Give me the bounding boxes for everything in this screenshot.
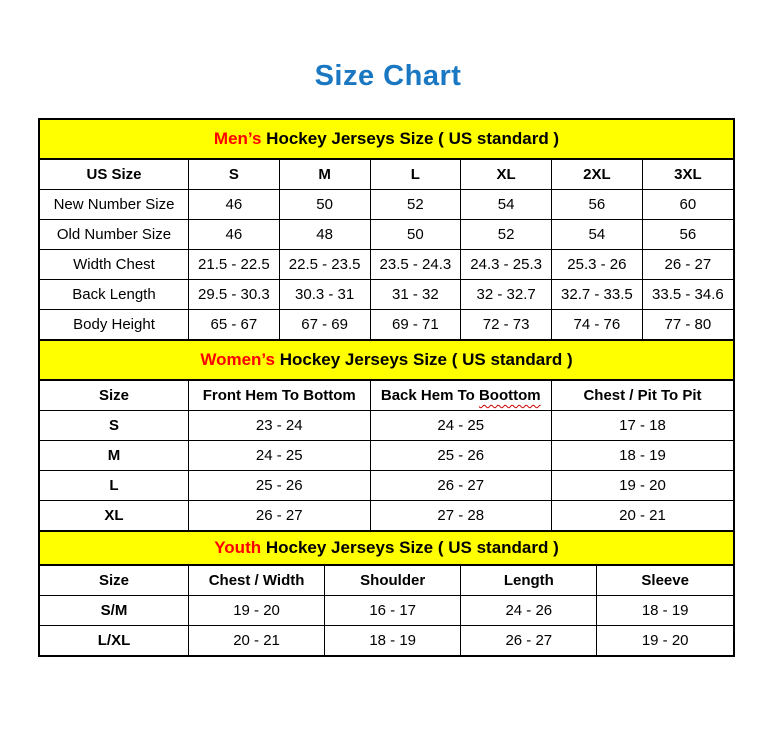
column-header: Size (40, 381, 189, 411)
table-row (40, 411, 733, 441)
size-value-cell: 50 (370, 220, 461, 250)
column-header: Back Hem To Boottom (370, 381, 552, 411)
size-value-cell: 32.7 - 33.5 (552, 280, 643, 310)
table-row (40, 471, 733, 501)
size-value-cell: 56 (642, 220, 733, 250)
section-heading-mens (40, 120, 733, 160)
size-value-cell: 67 - 69 (279, 310, 370, 340)
size-value-cell: 69 - 71 (370, 310, 461, 340)
size-value-cell: 19 - 20 (189, 596, 325, 626)
size-value-cell: 20 - 21 (189, 626, 325, 656)
size-value-cell: 74 - 76 (552, 310, 643, 340)
size-value-cell: 31 - 32 (370, 280, 461, 310)
column-header: XL (461, 160, 552, 190)
row-label: Width Chest (40, 250, 189, 280)
table-row (40, 441, 733, 471)
size-value-cell: 29.5 - 30.3 (189, 280, 280, 310)
size-value-cell: 33.5 - 34.6 (642, 280, 733, 310)
column-header: US Size (40, 160, 189, 190)
size-value-cell: 24 - 25 (370, 411, 552, 441)
size-value-cell: 50 (279, 190, 370, 220)
size-value-cell: 52 (370, 190, 461, 220)
size-chart-table (38, 118, 735, 657)
section-heading-youth (40, 530, 733, 566)
row-label: M (40, 441, 189, 471)
table-row (40, 280, 733, 310)
section-heading-mens-text: Hockey Jerseys Size ( US standard ) (261, 129, 560, 148)
section-heading-youth-text: Hockey Jerseys Size ( US standard ) (261, 538, 559, 557)
size-value-cell: 18 - 19 (325, 626, 461, 656)
row-label: Old Number Size (40, 220, 189, 250)
table-row (40, 250, 733, 280)
section-youth (40, 530, 733, 655)
size-value-cell: 25 - 26 (189, 471, 371, 501)
size-value-cell: 26 - 27 (642, 250, 733, 280)
size-value-cell: 24 - 26 (461, 596, 597, 626)
row-label: Back Length (40, 280, 189, 310)
column-header: Chest / Width (189, 566, 325, 596)
size-value-cell: 52 (461, 220, 552, 250)
size-value-cell: 22.5 - 23.5 (279, 250, 370, 280)
size-value-cell: 30.3 - 31 (279, 280, 370, 310)
table-row (40, 626, 733, 656)
header-row (40, 566, 733, 596)
header-row (40, 160, 733, 190)
column-header: 3XL (642, 160, 733, 190)
row-label: S/M (40, 596, 189, 626)
row-label: S (40, 411, 189, 441)
column-header: Front Hem To Bottom (189, 381, 371, 411)
row-label: Body Height (40, 310, 189, 340)
size-value-cell: 27 - 28 (370, 501, 552, 531)
size-value-cell: 26 - 27 (370, 471, 552, 501)
table-row (40, 190, 733, 220)
table-row (40, 501, 733, 531)
column-header: M (279, 160, 370, 190)
column-header: Sleeve (597, 566, 733, 596)
size-value-cell: 19 - 20 (552, 471, 734, 501)
section-heading-youth-highlight: Youth (214, 538, 262, 557)
size-value-cell: 19 - 20 (597, 626, 733, 656)
header-row (40, 381, 733, 411)
size-value-cell: 23.5 - 24.3 (370, 250, 461, 280)
misspelled-word: Boottom (478, 387, 541, 404)
mens-size-table (40, 160, 733, 339)
size-value-cell: 60 (642, 190, 733, 220)
section-heading-womens-highlight: Women’s (200, 350, 275, 369)
size-value-cell: 26 - 27 (461, 626, 597, 656)
size-value-cell: 18 - 19 (552, 441, 734, 471)
size-value-cell: 17 - 18 (552, 411, 734, 441)
size-value-cell: 46 (189, 190, 280, 220)
table-row (40, 220, 733, 250)
column-header: Length (461, 566, 597, 596)
row-label: L/XL (40, 626, 189, 656)
size-value-cell: 65 - 67 (189, 310, 280, 340)
size-value-cell: 18 - 19 (597, 596, 733, 626)
size-value-cell: 56 (552, 190, 643, 220)
column-header: 2XL (552, 160, 643, 190)
column-header: L (370, 160, 461, 190)
page-title: Size Chart (314, 60, 462, 92)
row-label: XL (40, 501, 189, 531)
column-header: Shoulder (325, 566, 461, 596)
section-womens (40, 339, 733, 530)
size-value-cell: 24 - 25 (189, 441, 371, 471)
table-row (40, 596, 733, 626)
section-heading-mens-highlight: Men’s (213, 129, 262, 148)
size-value-cell: 16 - 17 (325, 596, 461, 626)
youth-size-table (40, 566, 733, 655)
size-value-cell: 26 - 27 (189, 501, 371, 531)
section-mens (40, 120, 733, 339)
column-header: S (189, 160, 280, 190)
size-value-cell: 54 (461, 190, 552, 220)
size-value-cell: 24.3 - 25.3 (461, 250, 552, 280)
section-heading-womens-text: Hockey Jerseys Size ( US standard ) (274, 350, 573, 369)
size-value-cell: 25 - 26 (370, 441, 552, 471)
size-value-cell: 21.5 - 22.5 (189, 250, 280, 280)
section-heading-womens (40, 339, 733, 381)
size-value-cell: 23 - 24 (189, 411, 371, 441)
size-value-cell: 20 - 21 (552, 501, 734, 531)
table-row (40, 310, 733, 340)
row-label: L (40, 471, 189, 501)
column-header: Chest / Pit To Pit (552, 381, 734, 411)
size-value-cell: 32 - 32.7 (461, 280, 552, 310)
size-value-cell: 77 - 80 (642, 310, 733, 340)
row-label: New Number Size (40, 190, 189, 220)
size-value-cell: 25.3 - 26 (552, 250, 643, 280)
size-value-cell: 54 (552, 220, 643, 250)
size-value-cell: 72 - 73 (461, 310, 552, 340)
column-header: Size (40, 566, 189, 596)
size-value-cell: 46 (189, 220, 280, 250)
size-value-cell: 48 (279, 220, 370, 250)
womens-size-table (40, 381, 733, 530)
